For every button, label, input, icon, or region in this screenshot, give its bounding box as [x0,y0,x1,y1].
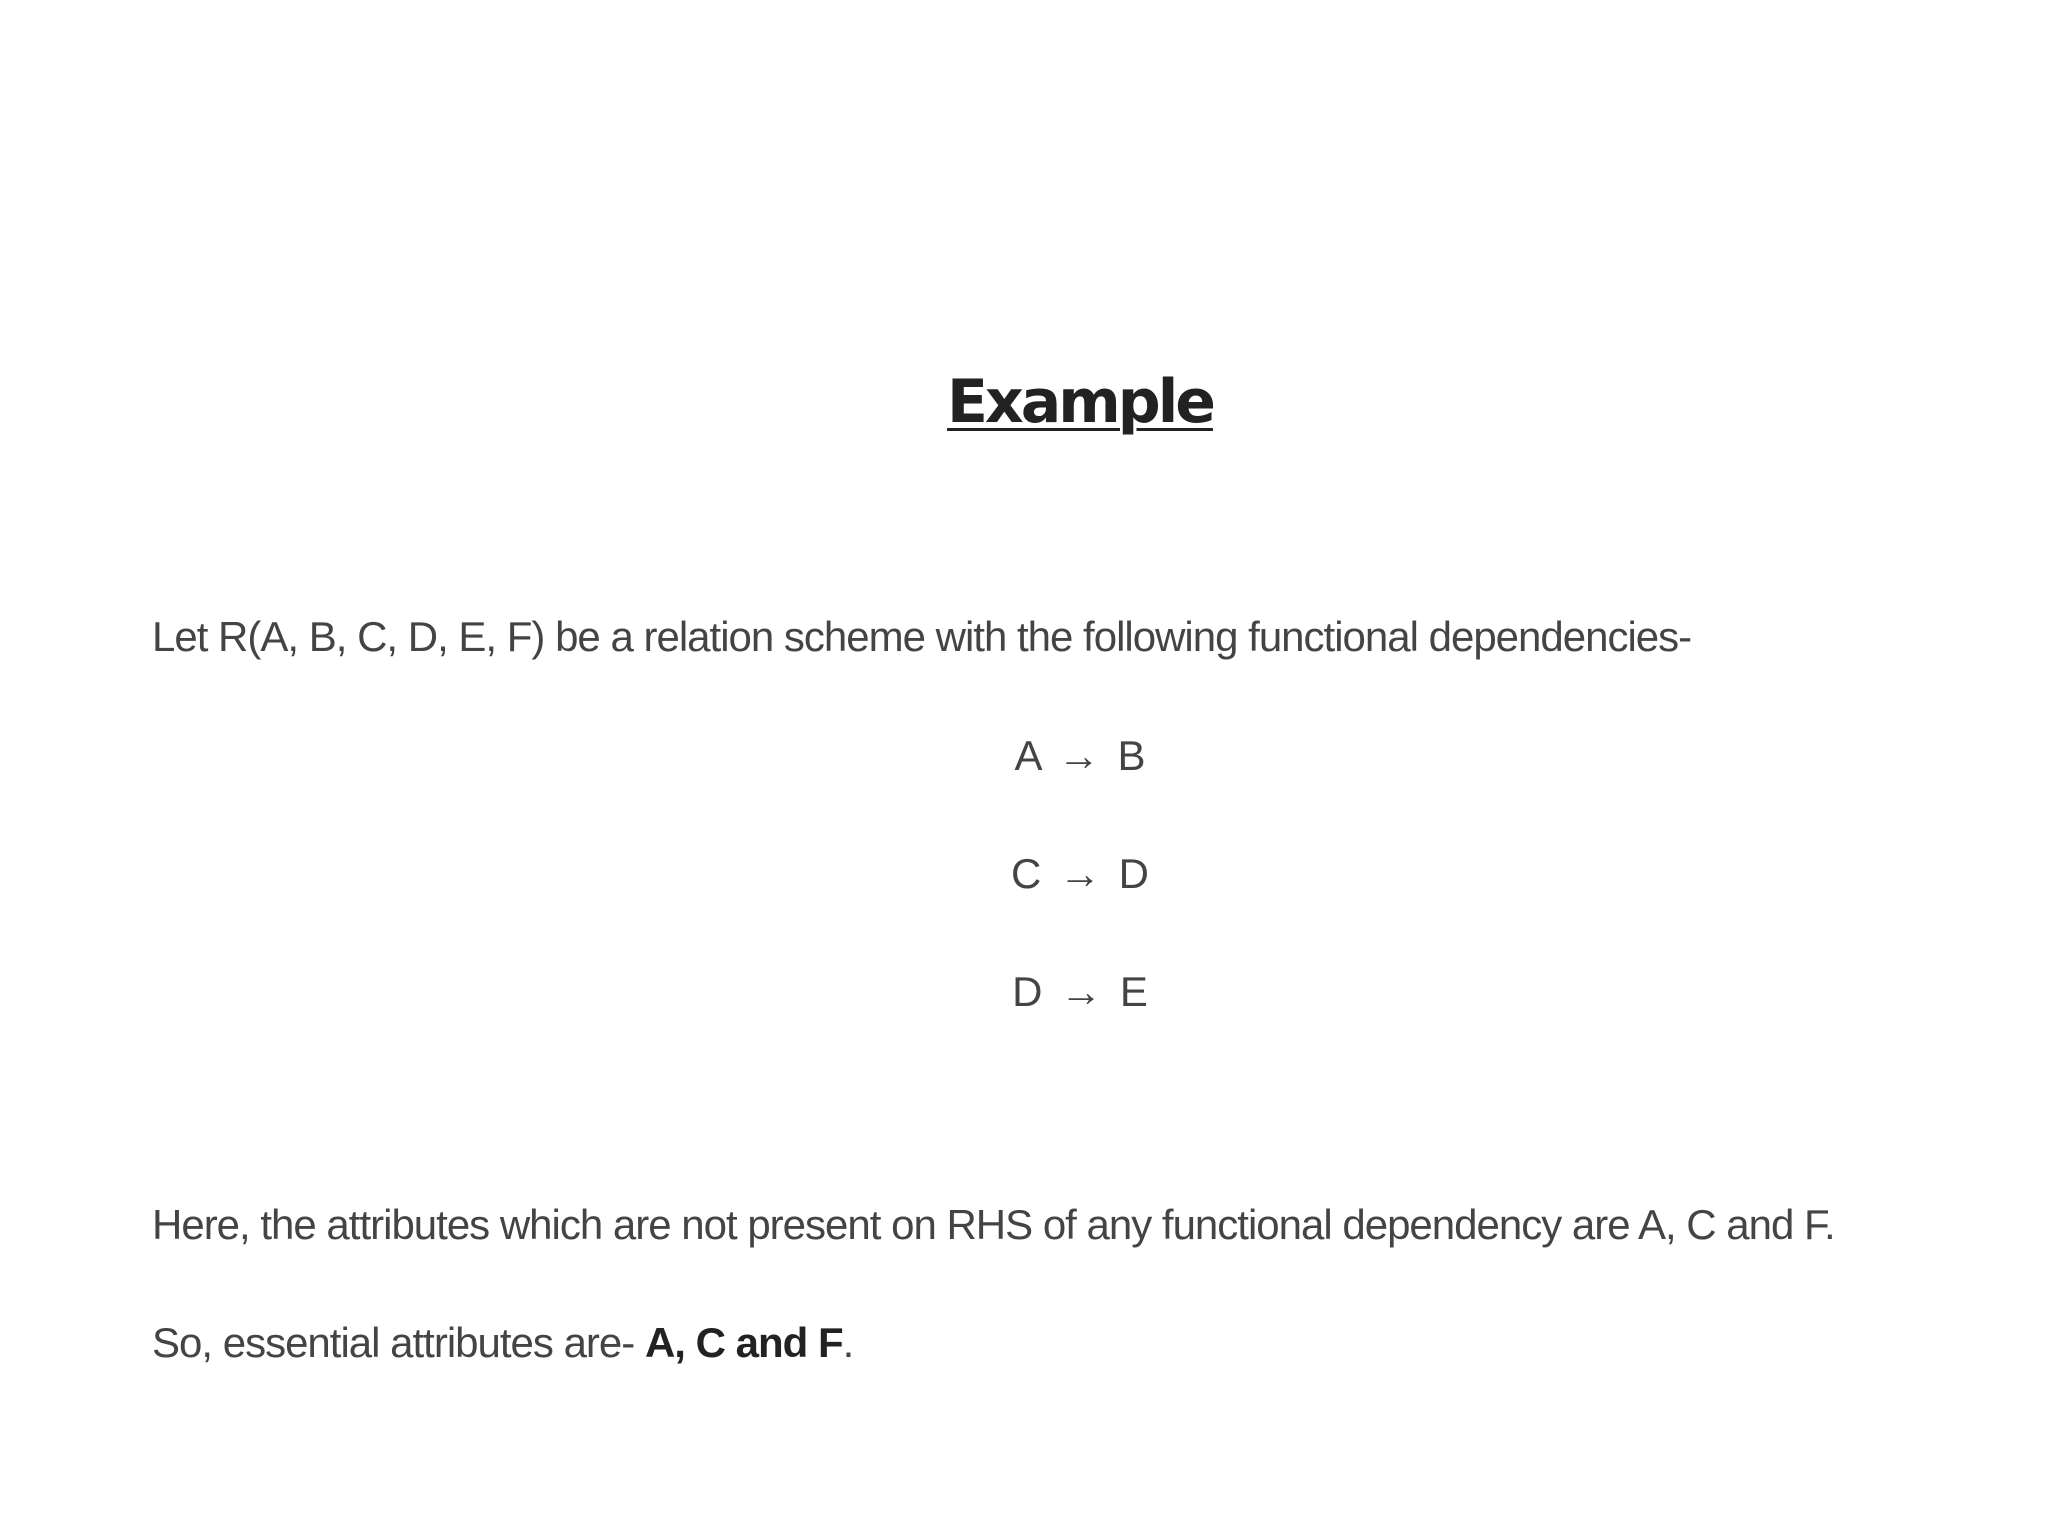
fd-rhs: E [1119,968,1148,1015]
functional-dependency [0,850,2048,971]
fd-lhs: D [1012,968,1043,1015]
intro-paragraph: Let R(A, B, C, D, E, F) be a relation scheme with the following functional dependencies- [152,613,1692,660]
conclusion-suffix: . [842,1319,854,1366]
right-arrow-icon: → [1060,968,1103,1015]
fd-lhs: C [1010,850,1042,897]
conclusion-paragraph [152,1319,854,1366]
conclusion-prefix: So, essential attributes are- [152,1319,645,1366]
right-arrow-icon: → [1059,850,1101,897]
explanation-paragraph: Here, the attributes which are not present on RHS of any functional dependency are A, C and F. [152,1201,1835,1248]
right-arrow-icon: → [1057,732,1100,779]
functional-dependency-list [0,732,2048,1089]
functional-dependency [0,968,2048,1089]
fd-rhs: D [1118,850,1150,897]
fd-lhs: A [1014,732,1041,779]
page-title: Example [947,367,1213,437]
functional-dependency [0,732,2048,853]
conclusion-answer: A, C and F [644,1319,843,1366]
fd-rhs: B [1117,732,1146,779]
